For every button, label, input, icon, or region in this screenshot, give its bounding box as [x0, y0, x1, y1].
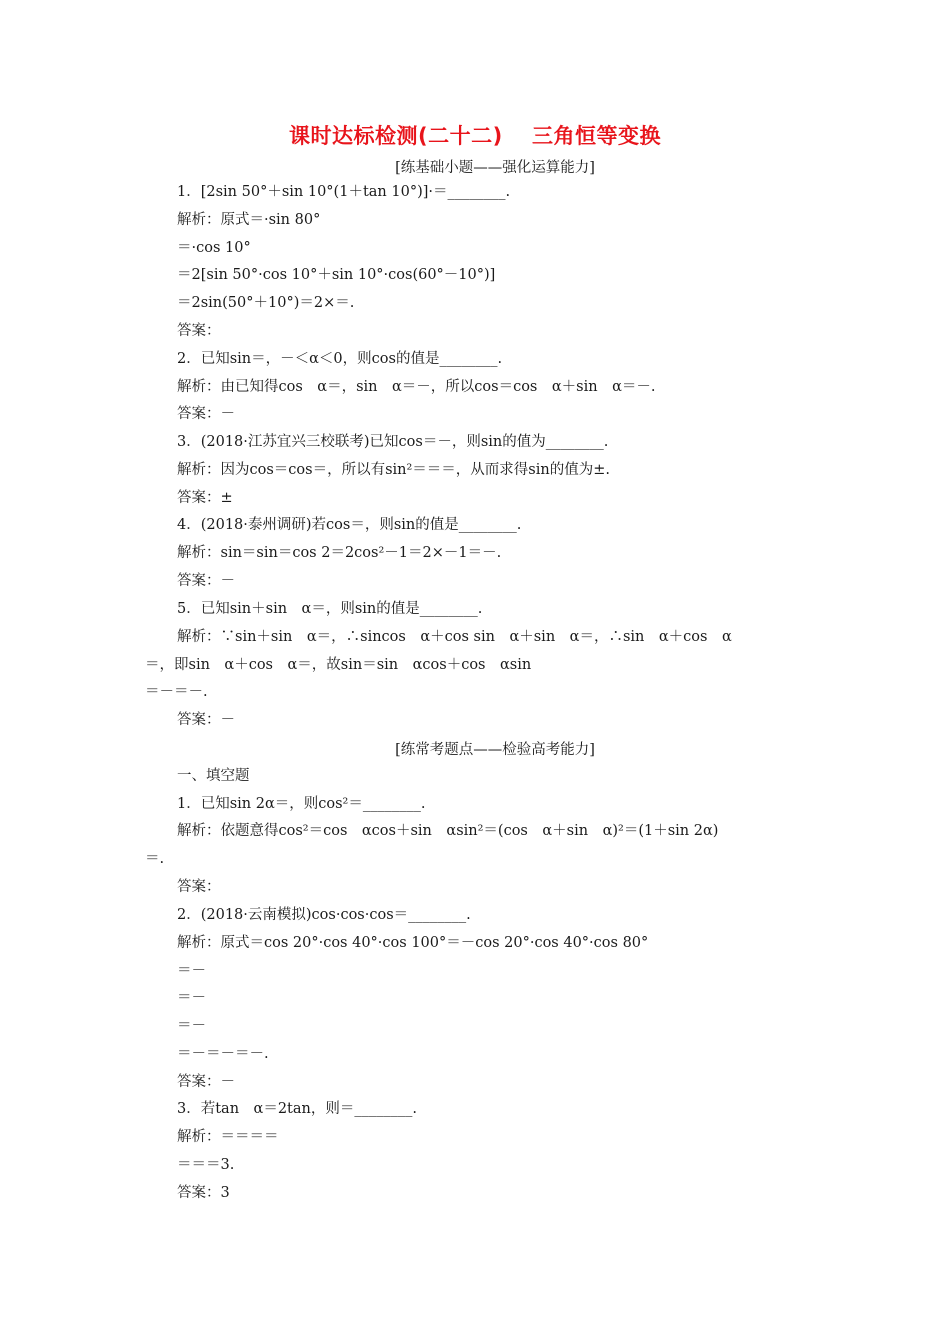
- question-line: 3．若tan α＝2tan，则＝________.: [177, 1101, 417, 1117]
- solution-line: ＝－＝－＝－.: [177, 1046, 269, 1062]
- page-title: 课时达标检测(二十二) 三角恒等变换: [288, 124, 661, 148]
- solution-line: 解析：由已知得cos α＝，sin α＝－，所以cos＝cos α＋sin α＝－.: [177, 379, 656, 395]
- answer-line: 答案：±: [177, 490, 233, 506]
- section-heading-exam: [练常考题点——检验高考能力]: [395, 742, 595, 758]
- solution-line: ＝2sin(50°＋10°)＝2×＝.: [177, 295, 355, 311]
- solution-line: ＝2[sin 50°·cos 10°＋sin 10°·cos(60°－10°)]: [177, 267, 496, 283]
- question-line: 3．(2018·江苏宜兴三校联考)已知cos＝－，则sin的值为________.: [177, 434, 609, 450]
- question-line: 2．(2018·云南模拟)cos·cos·cos＝________.: [177, 907, 471, 923]
- solution-line: 解析：依题意得cos²＝cos αcos＋sin αsin²＝(cos α＋sin α)²＝(1＋sin 2α): [177, 823, 719, 839]
- solution-line: ＝－: [177, 963, 206, 979]
- solution-line: ＝－＝－.: [145, 684, 208, 700]
- solution-line: 解析：原式＝cos 20°·cos 40°·cos 100°＝－cos 20°·cos 40°·cos 80°: [177, 935, 649, 951]
- solution-line: 解析：因为cos＝cos＝，所以有sin²＝＝＝，从而求得sin的值为±.: [177, 462, 610, 478]
- solution-line: 解析：∵sin＋sin α＝，∴sincos α＋cos sin α＋sin α＝，∴sin α＋cos α: [177, 629, 732, 645]
- section-heading-basic: [练基础小题——强化运算能力]: [395, 160, 595, 176]
- subsection-heading: 一、填空题: [177, 768, 250, 784]
- solution-line: 解析：＝＝＝＝: [177, 1129, 279, 1145]
- question-line: 2．已知sin＝，－＜α＜0，则cos的值是________.: [177, 351, 503, 367]
- question-line: 1．[2sin 50°＋sin 10°(1＋tan 10°)]·＝________.: [177, 184, 511, 200]
- solution-line: ＝－: [177, 990, 206, 1006]
- answer-line: 答案：－: [177, 1074, 235, 1090]
- solution-line: ＝＝＝3.: [177, 1157, 235, 1173]
- solution-line: ＝，即sin α＋cos α＝，故sin＝sin αcos＋cos αsin: [145, 657, 532, 673]
- question-line: 4．(2018·泰州调研)若cos＝，则sin的值是________.: [177, 517, 522, 533]
- solution-line: 解析：原式＝·sin 80°: [177, 212, 321, 228]
- solution-line: ＝.: [145, 851, 165, 867]
- solution-line: 解析：sin＝sin＝cos 2＝2cos²－1＝2×－1＝－.: [177, 545, 502, 561]
- answer-line: 答案：－: [177, 406, 235, 422]
- answer-line: 答案：: [177, 879, 221, 895]
- question-line: 1．已知sin 2α＝，则cos²＝________.: [177, 796, 426, 812]
- solution-line: ＝·cos 10°: [177, 240, 251, 256]
- question-line: 5．已知sin＋sin α＝，则sin的值是________.: [177, 601, 483, 617]
- solution-line: ＝－: [177, 1018, 206, 1034]
- answer-line: 答案：3: [177, 1185, 230, 1201]
- answer-line: 答案：－: [177, 573, 235, 589]
- answer-line: 答案：－: [177, 712, 235, 728]
- answer-line: 答案：: [177, 323, 221, 339]
